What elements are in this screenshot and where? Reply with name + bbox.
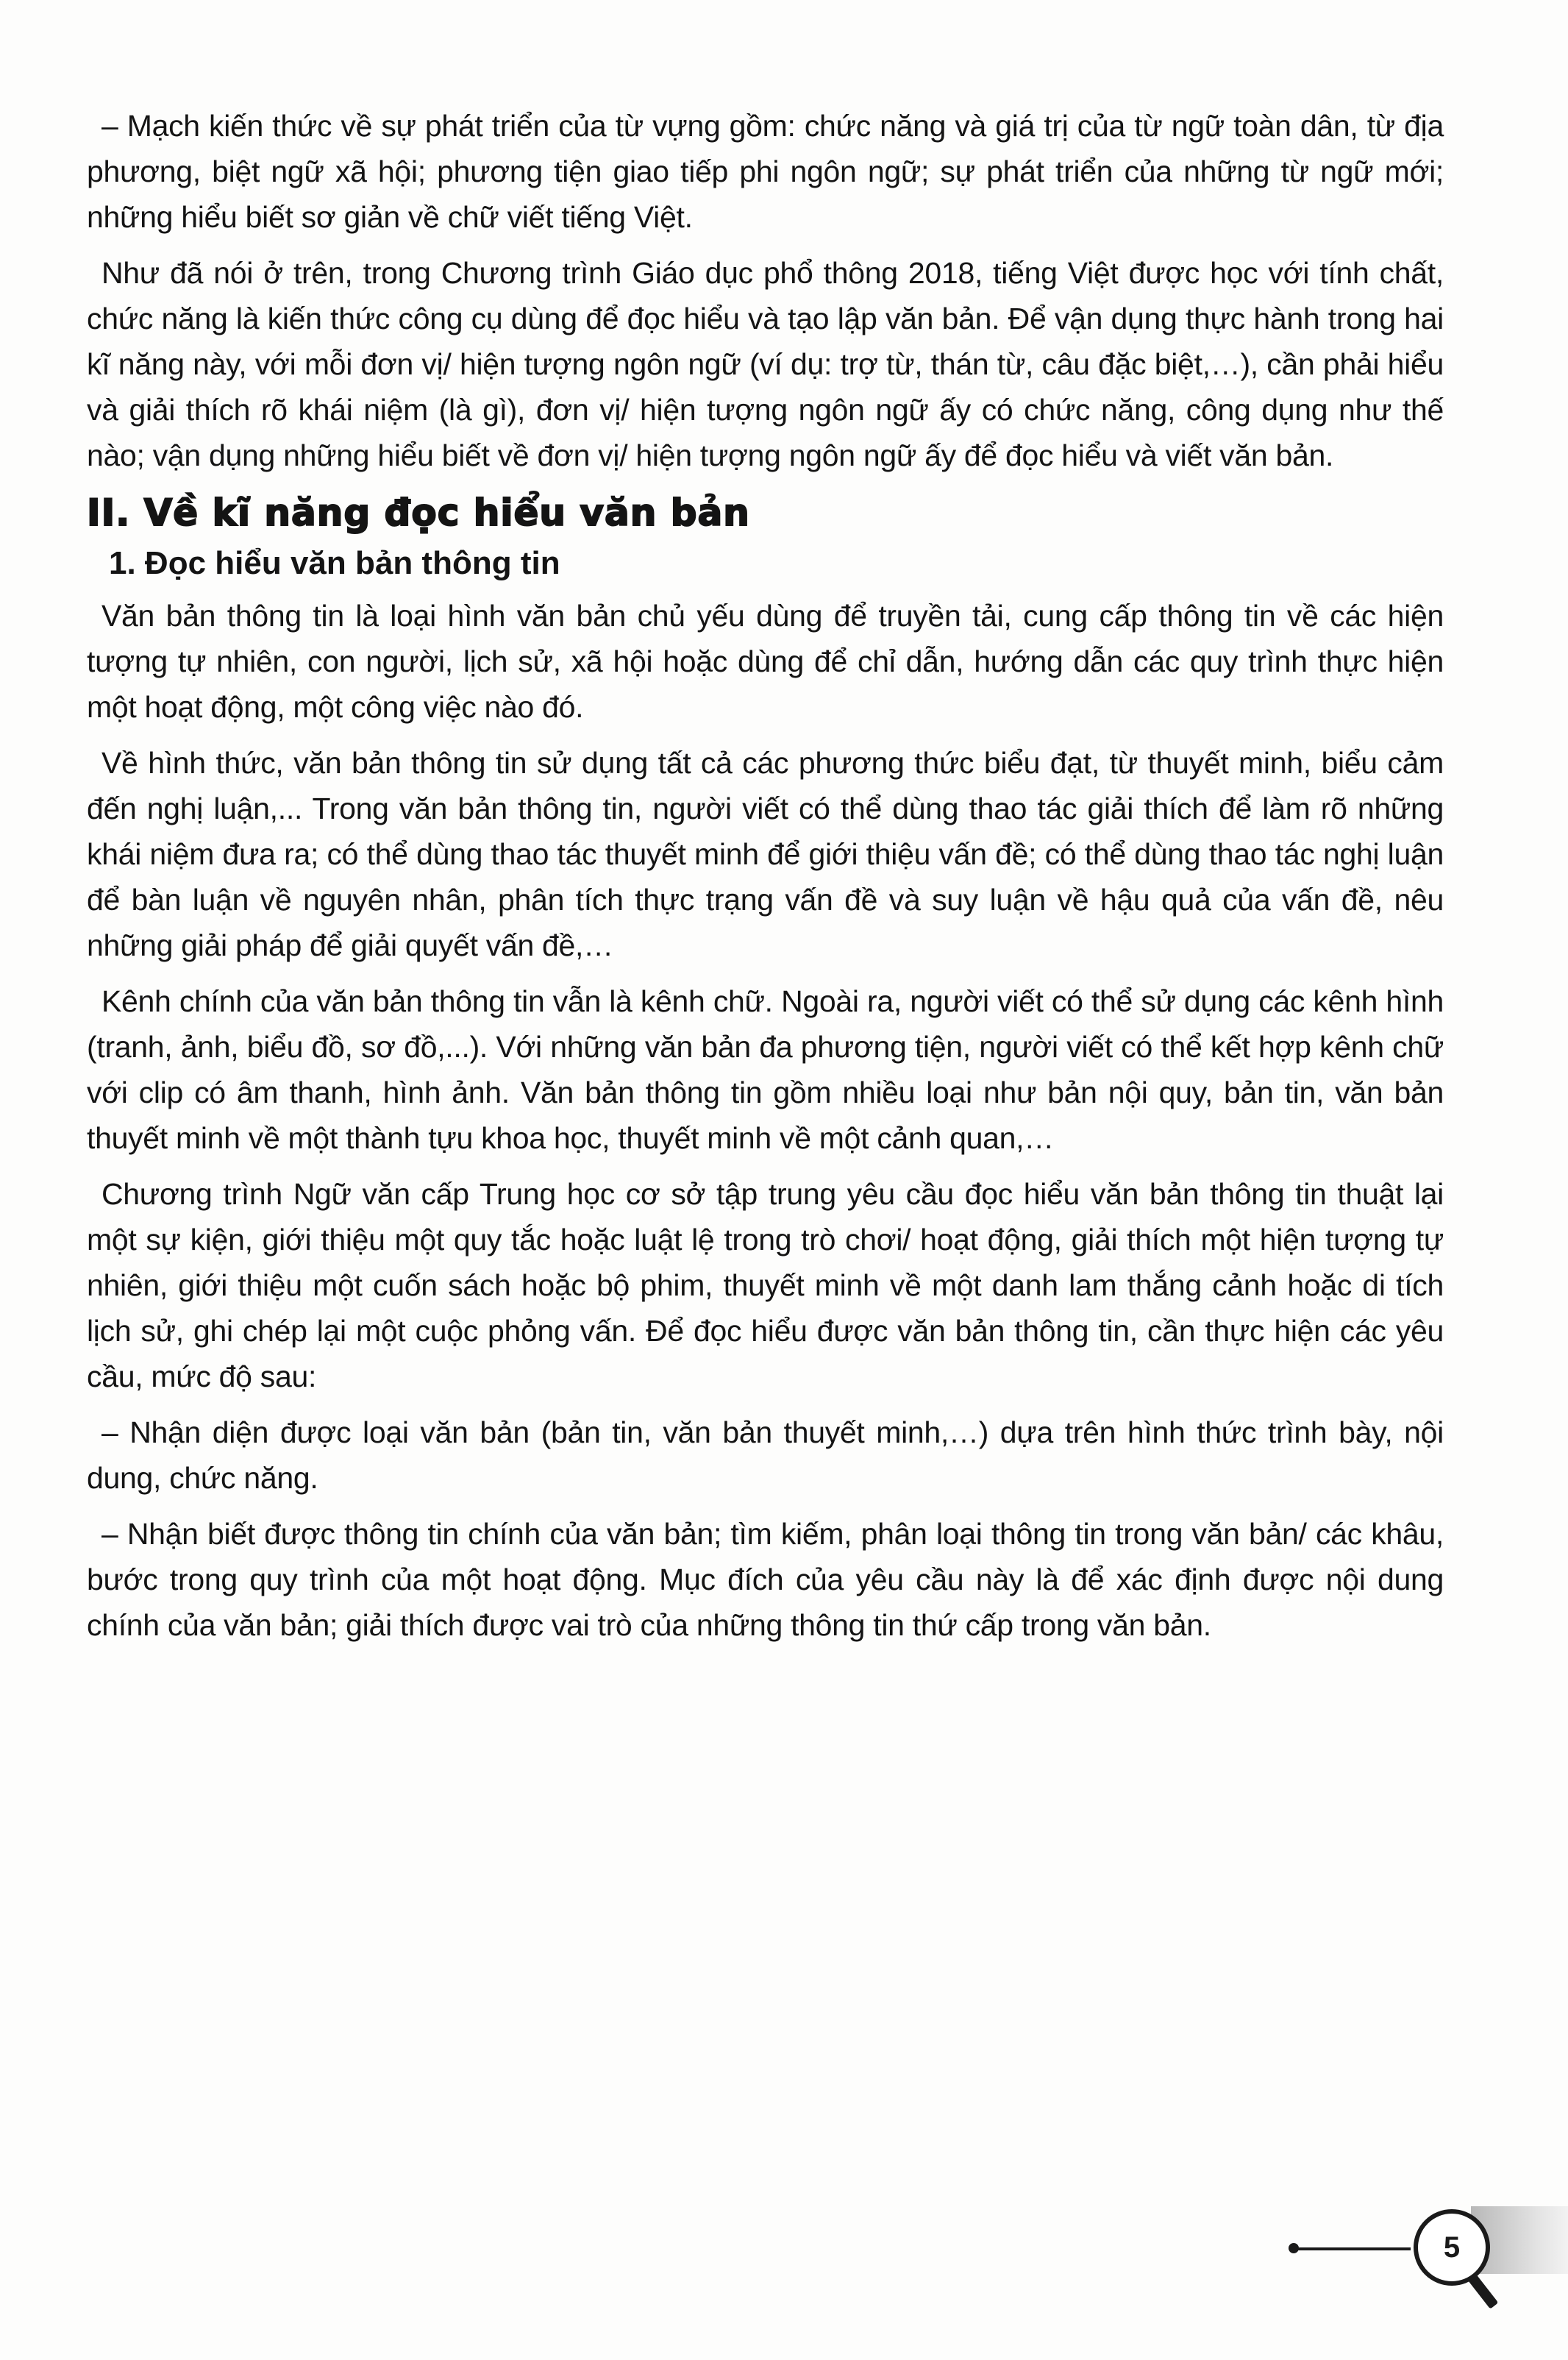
subsection-heading: 1. Đọc hiểu văn bản thông tin — [109, 545, 560, 581]
magnifying-glass-handle — [1467, 2274, 1498, 2309]
book-page — [87, 103, 1444, 1658]
section-heading: II. Về kĩ năng đọc hiểu văn bản — [87, 491, 750, 534]
paragraph-form: Về hình thức, văn bản thông tin sử dụng tất cả các phương thức biểu đạt, từ thuyết minh, biểu cảm đến nghị luận,... Trong văn bản thông tin, người viết có thể dùng thao tác giải thích để làm rõ những khái niệm đưa ra; có thể dùng thao tác thuyết minh để giới thiệu vấn đề; có thể dùng thao tác nghị luận để bàn luận về nguyên nhân, phân tích thực trạng vấn đề và suy luận về hậu quả của vấn đề, nêu những giải pháp để giải quyết vấn đề,… — [87, 746, 1444, 962]
paragraph-vocabulary-development: – Mạch kiến thức về sự phát triển của từ vựng gồm: chức năng và giá trị của từ ngữ toàn dân, từ địa phương, biệt ngữ xã hội; phương tiện giao tiếp phi ngôn ngữ; sự phát triển của những từ ngữ mới; những hiểu biết sơ giản về chữ viết tiếng Việt. — [87, 109, 1444, 234]
paragraph-curriculum: Chương trình Ngữ văn cấp Trung học cơ sở tập trung yêu cầu đọc hiểu văn bản thông tin thuật lại một sự kiện, giới thiệu một quy tắc hoặc luật lệ trong trò chơi/ hoạt động, giải thích một hiện tượng tự nhiên, giới thiệu một cuốn sách hoặc bộ phim, thuyết minh về một danh lam thắng cảnh hoặc di tích lịch sử, ghi chép lại một cuộc phỏng vấn. Để đọc hiểu được văn bản thông tin, cần thực hiện các yêu cầu, mức độ sau: — [87, 1177, 1444, 1393]
paragraph-definition: Văn bản thông tin là loại hình văn bản chủ yếu dùng để truyền tải, cung cấp thông tin về các hiện tượng tự nhiên, con người, lịch sử, xã hội hoặc dùng để chỉ dẫn, hướng dẫn các quy trình thực hiện một hoạt động, một công việc nào đó. — [87, 599, 1444, 724]
paragraph-channels: Kênh chính của văn bản thông tin vẫn là kênh chữ. Ngoài ra, người viết có thể sử dụng các kênh hình (tranh, ảnh, biểu đồ, sơ đồ,...). Với những văn bản đa phương tiện, người viết có thể kết hợp kênh chữ với clip có âm thanh, hình ảnh. Văn bản thông tin gồm nhiều loại như bản nội quy, bản tin, văn bản thuyết minh về một thành tựu khoa học, thuyết minh về một cảnh quan,… — [87, 984, 1444, 1155]
list-item-main-information: – Nhận biết được thông tin chính của văn bản; tìm kiếm, phân loại thông tin trong văn bản/ các khâu, bước trong quy trình của một hoạt động. Mục đích của yêu cầu này là để xác định được nội dung chính của văn bản; giải thích được vai trò của những thông tin thứ cấp trong văn bản. — [87, 1517, 1444, 1642]
page-footer — [1250, 2189, 1568, 2314]
page-number: 5 — [1443, 2231, 1461, 2264]
magnifying-glass-icon — [1414, 2209, 1490, 2286]
list-item-identify-type: – Nhận diện được loại văn bản (bản tin, văn bản thuyết minh,…) dựa trên hình thức trình bày, nội dung, chức năng. — [87, 1415, 1444, 1495]
footer-rule — [1293, 2247, 1411, 2250]
paragraph-vietnamese-as-tool: Như đã nói ở trên, trong Chương trình Giáo dục phổ thông 2018, tiếng Việt được học với tính chất, chức năng là kiến thức công cụ dùng để đọc hiểu và tạo lập văn bản. Để vận dụng thực hành trong hai kĩ năng này, với mỗi đơn vị/ hiện tượng ngôn ngữ (ví dụ: trợ từ, thán từ, câu đặc biệt,…), cần phải hiểu và giải thích rõ khái niệm (là gì), đơn vị/ hiện tượng ngôn ngữ ấy có chức năng, công dụng như thế nào; vận dụng những hiểu biết về đơn vị/ hiện tượng ngôn ngữ ấy để đọc hiểu và viết văn bản. — [87, 256, 1444, 472]
